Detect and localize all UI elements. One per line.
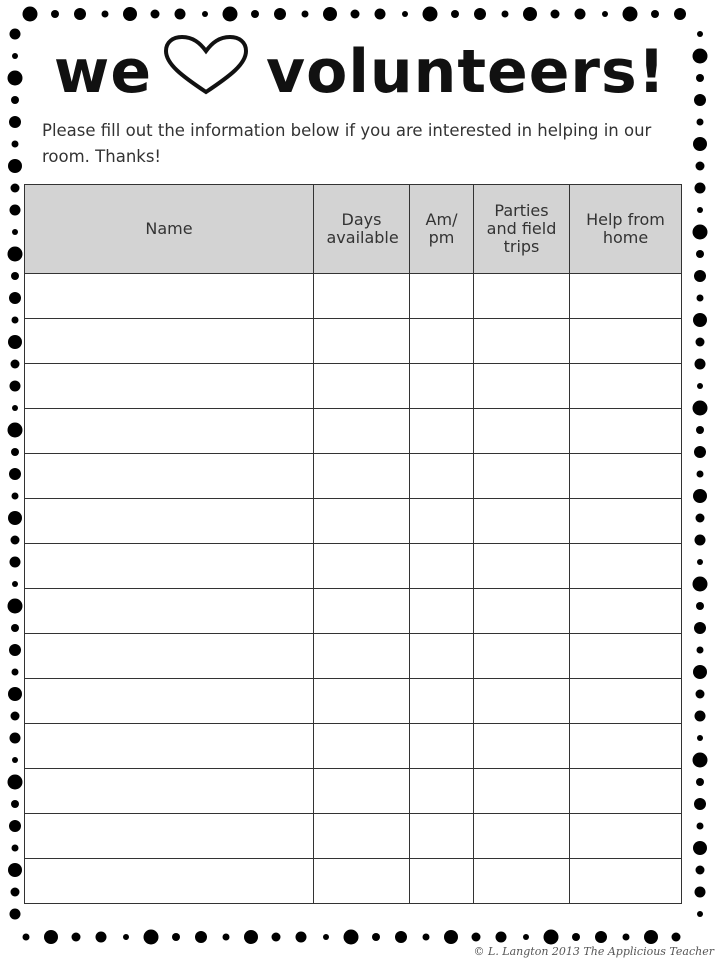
border-dot	[11, 360, 20, 369]
border-dot	[123, 7, 137, 21]
border-dot	[10, 29, 21, 40]
border-dot	[693, 401, 708, 416]
cell-parties-field-trips[interactable]	[474, 274, 570, 319]
heart-icon	[162, 34, 250, 111]
border-dot	[8, 159, 22, 173]
border-dot	[693, 577, 708, 592]
cell-am-pm[interactable]	[410, 589, 474, 634]
border-dot	[344, 930, 359, 945]
cell-parties-field-trips[interactable]	[474, 409, 570, 454]
cell-help-from-home[interactable]	[570, 769, 682, 814]
cell-parties-field-trips[interactable]	[474, 634, 570, 679]
cell-help-from-home[interactable]	[570, 454, 682, 499]
border-dot	[244, 930, 258, 944]
border-dot	[697, 911, 703, 917]
border-dot	[10, 205, 21, 216]
cell-am-pm[interactable]	[410, 454, 474, 499]
table-row	[25, 634, 682, 679]
border-dot	[96, 932, 107, 943]
border-dot	[11, 272, 19, 280]
border-dot	[395, 931, 407, 943]
border-dot	[695, 359, 706, 370]
border-dot	[694, 622, 706, 634]
border-dot	[11, 448, 19, 456]
cell-am-pm[interactable]	[410, 364, 474, 409]
table-row	[25, 544, 682, 589]
border-dot	[696, 74, 704, 82]
cell-parties-field-trips[interactable]	[474, 544, 570, 589]
border-dot	[123, 934, 129, 940]
border-dot	[693, 753, 708, 768]
table-row	[25, 274, 682, 319]
cell-parties-field-trips[interactable]	[474, 724, 570, 769]
cell-name[interactable]	[25, 724, 314, 769]
border-dot	[74, 8, 86, 20]
border-dot	[151, 10, 160, 19]
instructions-text: Please fill out the information below if you are interested in helping in our room. Thanks!	[42, 121, 652, 166]
border-dot	[696, 250, 704, 258]
border-dot	[11, 888, 20, 897]
border-dot	[251, 10, 259, 18]
border-dot	[11, 536, 20, 545]
border-dot	[674, 8, 686, 20]
table-row	[25, 859, 682, 904]
border-dot	[302, 11, 309, 18]
border-dot	[8, 247, 23, 262]
border-dot	[375, 9, 386, 20]
border-dot	[695, 535, 706, 546]
table-row	[25, 724, 682, 769]
cell-days-available[interactable]	[314, 859, 410, 904]
header-help-label: Help from home	[586, 210, 665, 247]
border-dot	[11, 96, 19, 104]
cell-name[interactable]	[25, 679, 314, 724]
border-dot	[696, 778, 704, 786]
border-dot	[8, 335, 22, 349]
border-dot	[351, 10, 360, 19]
cell-help-from-home[interactable]	[570, 364, 682, 409]
title-word-volunteers: volunteers!	[266, 37, 667, 107]
header-am-pm	[410, 185, 474, 274]
border-dot	[451, 10, 459, 18]
cell-name[interactable]	[25, 274, 314, 319]
border-dot	[12, 229, 18, 235]
border-dot	[696, 690, 705, 699]
border-dot	[695, 711, 706, 722]
border-dot	[9, 468, 21, 480]
border-dot	[544, 930, 559, 945]
border-dot	[697, 647, 704, 654]
table-row	[25, 814, 682, 859]
border-dot	[12, 493, 19, 500]
cell-parties-field-trips[interactable]	[474, 319, 570, 364]
border-dot	[9, 644, 21, 656]
border-dot	[8, 775, 23, 790]
border-dot	[696, 162, 705, 171]
border-dot	[10, 557, 21, 568]
border-dot	[697, 735, 703, 741]
cell-days-available[interactable]	[314, 589, 410, 634]
border-dot	[323, 7, 337, 21]
border-dot	[697, 207, 703, 213]
cell-parties-field-trips[interactable]	[474, 859, 570, 904]
table-row	[25, 679, 682, 724]
cell-am-pm[interactable]	[410, 499, 474, 544]
cell-days-available[interactable]	[314, 634, 410, 679]
border-dot	[44, 930, 58, 944]
border-dot	[296, 932, 307, 943]
border-dot	[672, 933, 681, 942]
border-dot	[575, 9, 586, 20]
cell-help-from-home[interactable]	[570, 274, 682, 319]
cell-days-available[interactable]	[314, 679, 410, 724]
border-dot	[696, 866, 705, 875]
border-dot	[595, 931, 607, 943]
border-dot	[423, 934, 430, 941]
cell-name[interactable]	[25, 409, 314, 454]
border-dot	[23, 7, 38, 22]
cell-name[interactable]	[25, 454, 314, 499]
cell-am-pm[interactable]	[410, 409, 474, 454]
cell-parties-field-trips[interactable]	[474, 589, 570, 634]
border-dot	[693, 489, 707, 503]
border-dot	[696, 602, 704, 610]
cell-parties-field-trips[interactable]	[474, 814, 570, 859]
table-row	[25, 589, 682, 634]
border-dot	[697, 471, 704, 478]
border-dot	[693, 137, 707, 151]
border-dot	[697, 119, 704, 126]
cell-name[interactable]	[25, 589, 314, 634]
cell-am-pm[interactable]	[410, 274, 474, 319]
cell-name[interactable]	[25, 364, 314, 409]
table-row	[25, 769, 682, 814]
cell-parties-field-trips[interactable]	[474, 769, 570, 814]
border-dot	[172, 933, 180, 941]
cell-parties-field-trips[interactable]	[474, 499, 570, 544]
cell-help-from-home[interactable]	[570, 634, 682, 679]
border-dot	[496, 932, 507, 943]
cell-name[interactable]	[25, 814, 314, 859]
border-dot	[12, 669, 19, 676]
cell-name[interactable]	[25, 859, 314, 904]
border-dot	[602, 11, 608, 17]
border-dot	[695, 887, 706, 898]
page-title	[40, 36, 680, 108]
border-dot	[402, 11, 408, 17]
border-dot	[694, 446, 706, 458]
border-dot	[696, 338, 705, 347]
border-dot	[8, 863, 22, 877]
border-dot	[8, 423, 23, 438]
cell-am-pm[interactable]	[410, 319, 474, 364]
border-dot	[144, 930, 159, 945]
border-dot	[697, 559, 703, 565]
border-dot	[8, 511, 22, 525]
border-dot	[472, 933, 481, 942]
table-row	[25, 409, 682, 454]
border-dot	[551, 10, 560, 19]
border-dot	[644, 930, 658, 944]
border-dot	[474, 8, 486, 20]
border-dot	[72, 933, 81, 942]
header-days-available	[314, 185, 410, 274]
header-parties-field-trips	[474, 185, 570, 274]
table-row	[25, 454, 682, 499]
border-dot	[9, 292, 21, 304]
border-dot	[12, 757, 18, 763]
border-dot	[696, 426, 704, 434]
table-row	[25, 499, 682, 544]
border-dot	[693, 665, 707, 679]
border-dot	[9, 820, 21, 832]
border-dot	[223, 7, 238, 22]
header-days-available-label: Days available	[326, 210, 399, 247]
border-dot	[175, 9, 186, 20]
cell-days-available[interactable]	[314, 769, 410, 814]
cell-help-from-home[interactable]	[570, 319, 682, 364]
cell-days-available[interactable]	[314, 454, 410, 499]
cell-days-available[interactable]	[314, 724, 410, 769]
border-dot	[11, 712, 20, 721]
border-dot	[12, 405, 18, 411]
border-dot	[202, 11, 208, 17]
cell-help-from-home[interactable]	[570, 679, 682, 724]
cell-help-from-home[interactable]	[570, 589, 682, 634]
border-dot	[695, 183, 706, 194]
border-dot	[274, 8, 286, 20]
cell-am-pm[interactable]	[410, 859, 474, 904]
border-dot	[572, 933, 580, 941]
cell-am-pm[interactable]	[410, 769, 474, 814]
border-dot	[12, 845, 19, 852]
cell-help-from-home[interactable]	[570, 859, 682, 904]
border-dot	[10, 733, 21, 744]
border-dot	[23, 934, 30, 941]
header-parties-label: Parties and field trips	[486, 201, 557, 256]
cell-am-pm[interactable]	[410, 724, 474, 769]
border-dot	[694, 94, 706, 106]
border-dot	[12, 141, 19, 148]
cell-days-available[interactable]	[314, 319, 410, 364]
border-dot	[697, 295, 704, 302]
cell-days-available[interactable]	[314, 814, 410, 859]
border-dot	[223, 934, 230, 941]
table-row	[25, 319, 682, 364]
border-dot	[323, 934, 329, 940]
border-dot	[697, 383, 703, 389]
volunteer-signup-table	[24, 184, 682, 904]
table-header-row	[25, 185, 682, 274]
border-dot	[10, 909, 21, 920]
cell-help-from-home[interactable]	[570, 814, 682, 859]
border-dot	[697, 31, 703, 37]
border-dot	[651, 10, 659, 18]
cell-days-available[interactable]	[314, 274, 410, 319]
cell-days-available[interactable]	[314, 499, 410, 544]
border-dot	[623, 7, 638, 22]
border-dot	[12, 317, 19, 324]
title-word-we: we	[53, 37, 153, 107]
cell-parties-field-trips[interactable]	[474, 454, 570, 499]
copyright-credit: © L. Langton 2013 The Applicious Teacher	[473, 945, 714, 958]
border-dot	[9, 116, 21, 128]
cell-am-pm[interactable]	[410, 814, 474, 859]
border-dot	[51, 10, 59, 18]
border-dot	[11, 800, 19, 808]
cell-am-pm[interactable]	[410, 544, 474, 589]
table-row	[25, 364, 682, 409]
header-help-from-home	[570, 185, 682, 274]
cell-days-available[interactable]	[314, 364, 410, 409]
border-dot	[272, 933, 281, 942]
cell-am-pm[interactable]	[410, 679, 474, 724]
border-dot	[372, 933, 380, 941]
border-dot	[523, 7, 537, 21]
border-dot	[10, 381, 21, 392]
cell-days-available[interactable]	[314, 409, 410, 454]
border-dot	[693, 49, 708, 64]
cell-parties-field-trips[interactable]	[474, 679, 570, 724]
border-dot	[694, 798, 706, 810]
border-dot	[697, 823, 704, 830]
border-dot	[8, 599, 23, 614]
cell-parties-field-trips[interactable]	[474, 364, 570, 409]
border-dot	[623, 934, 630, 941]
border-dot	[444, 930, 458, 944]
cell-am-pm[interactable]	[410, 634, 474, 679]
border-dot	[11, 184, 20, 193]
cell-name[interactable]	[25, 319, 314, 364]
border-dot	[693, 313, 707, 327]
border-dot	[693, 841, 707, 855]
cell-days-available[interactable]	[314, 544, 410, 589]
header-am-pm-label: Am/ pm	[425, 210, 458, 247]
border-dot	[8, 687, 22, 701]
cell-name[interactable]	[25, 544, 314, 589]
border-dot	[195, 931, 207, 943]
border-dot	[693, 225, 708, 240]
cell-help-from-home[interactable]	[570, 544, 682, 589]
cell-name[interactable]	[25, 634, 314, 679]
border-dot	[12, 53, 18, 59]
border-dot	[11, 624, 19, 632]
border-dot	[502, 11, 509, 18]
border-dot	[423, 7, 438, 22]
border-dot	[12, 581, 18, 587]
border-dot	[694, 270, 706, 282]
cell-name[interactable]	[25, 769, 314, 814]
border-dot	[8, 71, 23, 86]
cell-help-from-home[interactable]	[570, 724, 682, 769]
cell-help-from-home[interactable]	[570, 409, 682, 454]
cell-name[interactable]	[25, 499, 314, 544]
header-name: Name	[25, 185, 314, 274]
cell-help-from-home[interactable]	[570, 499, 682, 544]
border-dot	[523, 934, 529, 940]
border-dot	[696, 514, 705, 523]
border-dot	[102, 11, 109, 18]
